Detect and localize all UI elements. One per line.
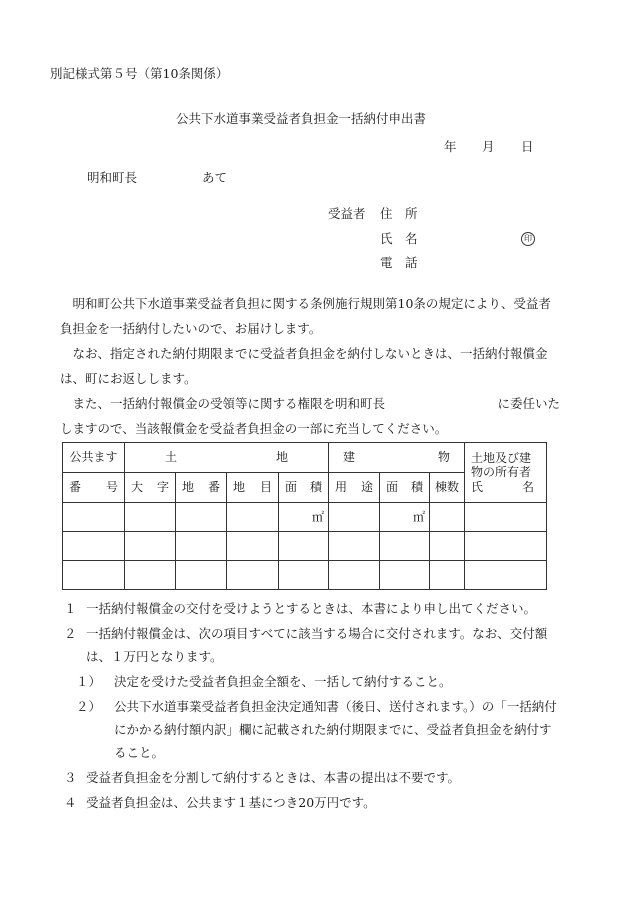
header-use [329, 473, 380, 503]
header-land-char-1: 土 [165, 450, 178, 465]
cell [279, 532, 329, 561]
cell [125, 561, 176, 590]
table-row [63, 532, 547, 561]
body-paragraph-3-end: しますので、当該報償金を受益者負担金の一部に充当してください。 [60, 421, 448, 436]
note-number: ４ [64, 795, 77, 810]
note-number: １） [76, 674, 102, 689]
addressee-name: 明和町長 [87, 170, 138, 185]
document-title: 公共下水道事業受益者負担金一括納付申出書 [176, 111, 427, 126]
date-year: 年 [444, 139, 457, 154]
body-paragraph-3-start: また、一括納付報償金の受領等に関する権限を明和町長 [60, 396, 386, 411]
header-chiban [176, 473, 227, 503]
header-land [125, 443, 329, 473]
header-masu-number [63, 473, 125, 503]
note-item [62, 766, 562, 789]
cell [176, 532, 227, 561]
header-oaza-char-2: 字 [156, 480, 169, 495]
header-owner-title: 土地及び建物の所有者 [471, 450, 532, 480]
header-use-char-1: 用 [335, 480, 348, 495]
cell [380, 532, 430, 561]
date-day: 日 [521, 139, 534, 154]
cell [125, 503, 176, 532]
note-text: 一括納付報償金の交付を受けようとするときは、本書により申し出てください。 [86, 601, 537, 616]
header-land-area [279, 473, 329, 503]
note-subitem [62, 695, 562, 764]
header-chiban-char-1: 地 [182, 480, 195, 495]
header-owner-name-char-2: 名 [522, 479, 535, 494]
header-masu-number-char-2: 号 [105, 480, 118, 495]
note-text: 公共下水道事業受益者負担金決定通知書（後日、送付されます。）の「一括納付にかかる納付額内訳」欄に記載された納付期限までに、受益者負担金を納付すること。 [114, 699, 557, 760]
header-masu: 公共ます [63, 443, 125, 473]
note-item [62, 791, 562, 814]
header-building-area [380, 473, 430, 503]
cell [227, 532, 279, 561]
header-building-char-1: 建 [343, 450, 356, 465]
cell [329, 503, 380, 532]
table-header-row-1 [63, 443, 547, 473]
cell [63, 532, 125, 561]
cell [125, 532, 176, 561]
cell [227, 561, 279, 590]
unit-sqm: ㎡ [312, 509, 325, 524]
date-month: 月 [482, 139, 495, 154]
cell [430, 503, 465, 532]
note-item [62, 597, 562, 620]
header-oaza [125, 473, 176, 503]
body-text [60, 291, 560, 441]
cell [380, 561, 430, 590]
note-text: 受益者負担金を分割して納付するときは、本書の提出は不要です。 [86, 770, 461, 785]
header-land-area-char-2: 積 [310, 480, 323, 495]
cell [176, 561, 227, 590]
note-item [62, 622, 562, 668]
note-number: １ [64, 601, 77, 616]
header-building [329, 443, 465, 473]
header-chimoku-char-2: 目 [259, 480, 272, 495]
property-table [62, 442, 547, 590]
header-masu-number-char-1: 番 [69, 480, 82, 495]
cell [329, 532, 380, 561]
header-building-char-2: 物 [438, 450, 451, 465]
notes-list [62, 597, 562, 814]
note-number: ２ [64, 626, 77, 641]
unit-sqm: ㎡ [413, 509, 426, 524]
header-owner-name-char-1: 氏 [471, 479, 484, 494]
cell [279, 561, 329, 590]
note-number: ３ [64, 770, 77, 785]
cell-building-area [380, 503, 430, 532]
table-row [63, 561, 547, 590]
cell [227, 503, 279, 532]
applicant-label: 受益者 [328, 206, 366, 221]
form-number: 別記様式第５号（第10条関係） [50, 66, 229, 81]
note-subitem [62, 670, 562, 693]
body-paragraph-1: 明和町公共下水道事業受益者負担に関する条例施行規則第10条の規定により、受益者負担金を一括納付したいので、お届けします。 [60, 296, 551, 336]
header-building-area-char-1: 面 [386, 480, 399, 495]
cell [329, 561, 380, 590]
header-chiban-char-2: 番 [207, 480, 220, 495]
note-text: 一括納付報償金は、次の項目すべてに該当する場合に交付されます。なお、交付額は、１万円となります。 [86, 626, 548, 664]
phone-label: 電 話 [380, 255, 418, 270]
addressee-suffix: あて [202, 170, 228, 185]
note-text: 受益者負担金は、公共ます１基につき20万円です。 [86, 795, 376, 810]
cell [176, 503, 227, 532]
cell [430, 532, 465, 561]
note-number: ２） [76, 699, 102, 714]
name-label: 氏 名 [380, 231, 418, 246]
body-paragraph-3-delegate: に委任いた [497, 396, 560, 411]
cell [465, 561, 547, 590]
header-land-char-2: 地 [276, 450, 289, 465]
address-label: 住 所 [380, 206, 418, 221]
table-row [63, 503, 547, 532]
header-land-area-char-1: 面 [285, 480, 298, 495]
cell [63, 503, 125, 532]
note-text: 決定を受けた受益者負担金全額を、一括して納付すること。 [114, 674, 452, 689]
header-count: 棟数 [430, 473, 465, 503]
cell [465, 532, 547, 561]
cell [63, 561, 125, 590]
seal-mark: 印 [521, 232, 535, 246]
header-chimoku-char-1: 地 [233, 480, 246, 495]
header-owner [465, 443, 547, 503]
cell [430, 561, 465, 590]
header-use-char-2: 途 [361, 480, 374, 495]
cell-land-area [279, 503, 329, 532]
body-paragraph-3 [60, 391, 560, 416]
body-paragraph-2: なお、指定された納付期限までに受益者負担金を納付しないときは、一括納付報償金は、町にお返しします。 [60, 346, 548, 386]
header-building-area-char-2: 積 [411, 480, 424, 495]
cell [465, 503, 547, 532]
header-chimoku [227, 473, 279, 503]
header-oaza-char-1: 大 [131, 480, 144, 495]
